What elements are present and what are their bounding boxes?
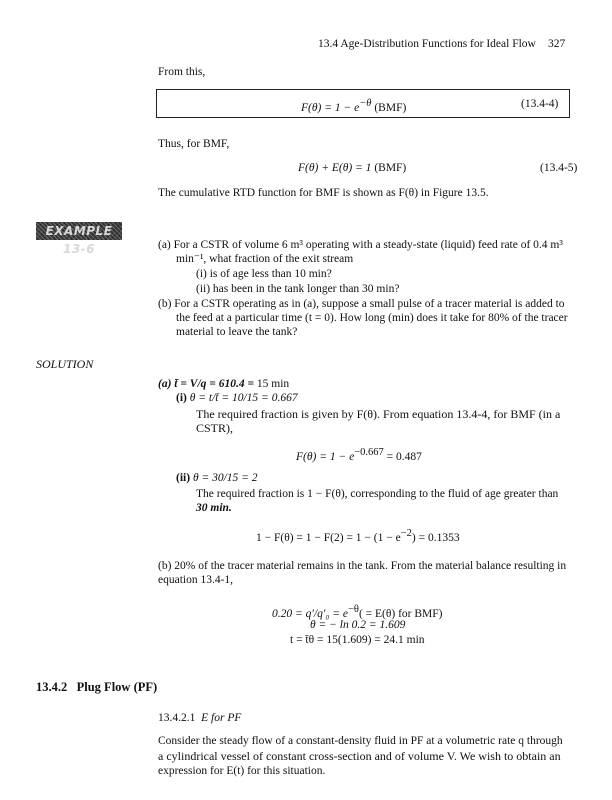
solution-ii-text1: The required fraction is 1 − F(θ), corresponding to the fluid of age greater than bbox=[196, 488, 559, 500]
paragraph-line1: Consider the steady flow of a constant-density fluid in PF at a volumetric rate q through bbox=[158, 735, 563, 747]
solution-a-ii: (ii) θ = 30/15 = 2 bbox=[176, 472, 258, 484]
solution-ii-equation: $1 - F(\theta) = 1 - F(2) = 1 - (1 - e^{-2}) = 0.1353$ bbox=[256, 528, 460, 544]
intro-text: From this, bbox=[158, 66, 206, 78]
problem-b-line3: material to leave the tank? bbox=[176, 326, 298, 338]
problem-a-line2: min⁻¹, what fraction of the exit stream bbox=[176, 253, 354, 265]
subsection-heading: 13.4.2.1 E for PF bbox=[158, 712, 242, 724]
solution-b-eq3: t = t̄θ = 15(1.609) = 24.1 min bbox=[290, 634, 425, 646]
running-title: 13.4 Age-Distribution Functions for Ideal Flow bbox=[318, 38, 536, 50]
solution-label: SOLUTION bbox=[36, 357, 94, 371]
problem-b-line1: (b) For a CSTR operating as in (a), suppose a small pulse of a tracer material is added to bbox=[158, 298, 565, 310]
solution-i-text2: CSTR), bbox=[196, 421, 234, 435]
problem-a-ii: (ii) has been in the tank longer than 30 min? bbox=[196, 283, 400, 295]
page-number: 327 bbox=[548, 38, 566, 50]
equation-number: (13.4-5) bbox=[540, 162, 578, 174]
cumulative-text: The cumulative RTD function for BMF is shown as F(θ) in Figure 13.5. bbox=[158, 187, 489, 199]
equation-13-4-5: F(θ) + E(θ) = 1 (BMF) bbox=[298, 162, 407, 174]
problem-b-line2: the feed at a particular time (t = 0). How long (min) does it take for 80% of the tracer bbox=[176, 312, 568, 324]
solution-i-text1: The required fraction is given by F(θ). From equation 13.4-4, for BMF (in a bbox=[196, 407, 561, 421]
solution-b-eq1: $0.20 = q'/q'_0 = e^{-\theta}( = E(\theta)$ for BMF) bbox=[272, 604, 443, 620]
paragraph-line3: expression for E(t) for this situation. bbox=[158, 765, 326, 777]
solution-b-text2: equation 13.4-1, bbox=[158, 574, 234, 586]
section-heading: 13.4.2 Plug Flow (PF) bbox=[36, 680, 158, 694]
solution-b-eq2: θ = − ln 0.2 = 1.609 bbox=[310, 619, 406, 631]
solution-b-text1: (b) 20% of the tracer material remains in the tank. From the material balance resulting in bbox=[158, 560, 567, 572]
solution-ii-text2: 30 min. bbox=[196, 502, 232, 514]
problem-a-i: (i) is of age less than 10 min? bbox=[196, 268, 332, 280]
solution-a-i: (i) θ = t/t̄ = 10/15 = 0.667 bbox=[176, 392, 298, 404]
equation-number: (13.4-4) bbox=[521, 98, 559, 110]
example-tab: EXAMPLE 13-6 bbox=[36, 222, 122, 240]
equation-box bbox=[156, 89, 570, 118]
equation-13-4-4: $F(\theta) = 1 - e^{-\theta}$ (BMF) bbox=[301, 98, 407, 114]
thus-text: Thus, for BMF, bbox=[158, 138, 230, 150]
paragraph-line2: a cylindrical vessel of constant cross-section and of volume V. We wish to obtain an bbox=[158, 749, 561, 763]
problem-a-line1: (a) For a CSTR of volume 6 m³ operating with a steady-state (liquid) feed rate of 0.4 m³ bbox=[158, 239, 563, 251]
solution-i-equation: $F(\theta) = 1 - e^{-0.667} = 0.487$ bbox=[296, 447, 422, 463]
solution-a-heading: (a) t̄ = V/q = 610.4 = 15 min bbox=[158, 378, 290, 390]
